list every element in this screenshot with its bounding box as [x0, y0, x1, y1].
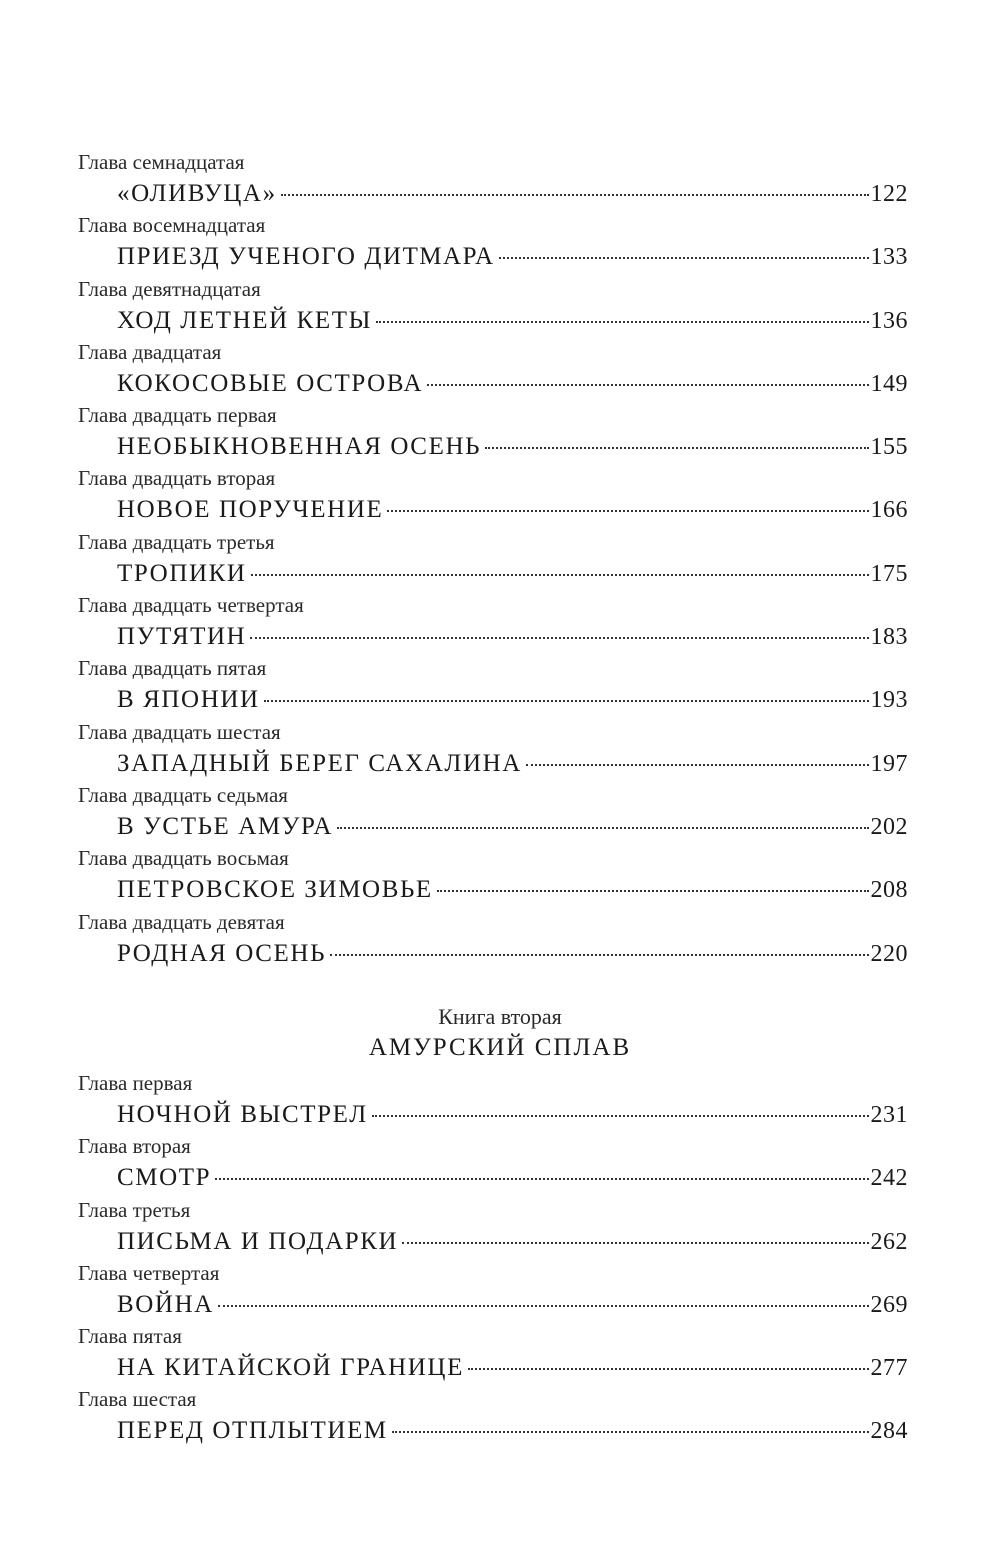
chapter-title: В УСТЬЕ АМУРА [117, 812, 333, 840]
chapter-title: ТРОПИКИ [117, 559, 247, 587]
toc-entry [78, 464, 908, 527]
toc-title-line [78, 239, 908, 274]
dot-leader [402, 1242, 868, 1244]
toc-title-line [78, 619, 908, 654]
toc-entry [78, 401, 908, 464]
dot-leader [437, 890, 869, 892]
chapter-label: Глава вторая [78, 1134, 191, 1159]
page-number: 208 [870, 877, 908, 904]
page-number: 242 [870, 1165, 908, 1192]
toc-entry [78, 591, 908, 654]
page-number: 193 [870, 687, 908, 714]
page-number: 155 [870, 434, 908, 461]
dot-leader [485, 447, 868, 449]
toc-list-part-one [78, 148, 908, 971]
toc-title-line [78, 556, 908, 591]
chapter-title: СМОТР [117, 1164, 212, 1192]
chapter-label: Глава двадцать вторая [78, 466, 276, 491]
dot-leader [387, 510, 868, 512]
dot-leader [337, 827, 869, 829]
toc-entry [78, 844, 908, 907]
chapter-title: ХОД ЛЕТНЕЙ КЕТЫ [117, 306, 373, 334]
chapter-label: Глава семнадцатая [78, 150, 245, 174]
chapter-title: В ЯПОНИИ [117, 686, 260, 714]
toc-title-line [78, 1287, 908, 1322]
page-number: 197 [870, 750, 908, 777]
toc-title-line [78, 936, 908, 971]
toc-title-line [78, 682, 908, 717]
toc-entry [78, 338, 908, 401]
toc-entry [78, 908, 908, 971]
chapter-label: Глава третья [78, 1197, 191, 1222]
chapter-label: Глава двадцать восьмая [78, 846, 289, 871]
toc-entry [78, 1259, 908, 1322]
chapter-title: ПРИЕЗД УЧЕНОГО ДИТМАРА [117, 243, 495, 271]
book-title: АМУРСКИЙ СПЛАВ [368, 1034, 632, 1061]
page-number: 269 [870, 1291, 908, 1318]
toc-entry [78, 528, 908, 591]
dot-leader [218, 1305, 869, 1307]
toc-title-line [78, 366, 908, 401]
toc-entry [78, 1385, 908, 1448]
chapter-title: НОЧНОЙ ВЫСТРЕЛ [117, 1101, 368, 1128]
page-number: 231 [870, 1102, 908, 1128]
page-number: 284 [870, 1418, 908, 1445]
dot-leader [251, 574, 869, 576]
page-number: 220 [870, 940, 908, 967]
toc-entry [78, 148, 908, 211]
toc-title-line [78, 1224, 908, 1259]
toc-entry [78, 275, 908, 338]
page-number: 133 [870, 244, 908, 271]
chapter-label: Глава двадцать первая [78, 403, 277, 428]
chapter-title: ПЕТРОВСКОЕ ЗИМОВЬЕ [117, 876, 433, 904]
dot-leader [372, 1115, 869, 1117]
toc-entry [78, 1322, 908, 1385]
chapter-title: ПУТЯТИН [117, 623, 247, 651]
chapter-title: ПИСЬМА И ПОДАРКИ [117, 1227, 399, 1255]
page-number: 202 [870, 813, 908, 840]
toc-entry [78, 781, 908, 844]
toc-title-line [78, 1413, 908, 1448]
toc-entry [78, 654, 908, 717]
toc-title-line [78, 492, 908, 527]
chapter-label: Глава двадцать девятая [78, 909, 285, 934]
chapter-label: Глава шестая [78, 1387, 197, 1412]
chapter-label: Глава двадцать пятая [78, 656, 267, 681]
toc-entry [78, 211, 908, 274]
dot-leader [376, 321, 868, 323]
chapter-label: Глава двадцать шестая [78, 719, 281, 744]
chapter-title: ЗАПАДНЫЙ БЕРЕГ САХАЛИНА [117, 749, 522, 777]
page-number: 277 [870, 1355, 908, 1382]
toc-title-line [78, 809, 908, 844]
dot-leader [250, 637, 868, 639]
page-number: 122 [870, 181, 908, 207]
toc-entry [78, 1132, 908, 1195]
toc-title-line [78, 303, 908, 338]
toc-title-line [78, 176, 908, 211]
chapter-title: РОДНАЯ ОСЕНЬ [117, 939, 327, 967]
toc-title-line [78, 746, 908, 781]
toc-title-line [78, 429, 908, 464]
chapter-label: Глава четвертая [78, 1260, 220, 1285]
dot-leader [427, 384, 868, 386]
dot-leader [215, 1178, 868, 1180]
dot-leader [330, 954, 868, 956]
toc-entry [78, 718, 908, 781]
chapter-title: «ОЛИВУЦА» [117, 180, 277, 207]
chapter-label: Глава двадцать третья [78, 529, 275, 554]
chapter-title: НОВОЕ ПОРУЧЕНИЕ [117, 496, 384, 524]
toc-title-line [78, 1160, 908, 1195]
chapter-label: Глава первая [78, 1071, 193, 1095]
chapter-label: Глава двадцатая [78, 339, 222, 364]
chapter-title: ПЕРЕД ОТПЛЫТИЕМ [117, 1417, 388, 1445]
toc-title-line [78, 872, 908, 907]
page-number: 175 [870, 560, 908, 587]
dot-leader [468, 1368, 869, 1370]
dot-leader [499, 257, 869, 259]
dot-leader [392, 1431, 869, 1433]
page-number: 262 [870, 1228, 908, 1255]
chapter-label: Глава двадцать четвертая [78, 593, 304, 618]
toc-list-book-two [78, 1069, 908, 1449]
page-number: 166 [870, 497, 908, 524]
book-two-heading [0, 1003, 1000, 1065]
chapter-label: Глава восемнадцатая [78, 213, 266, 238]
chapter-title: КОКОСОВЫЕ ОСТРОВА [117, 369, 424, 397]
chapter-title: ВОЙНА [117, 1290, 214, 1318]
chapter-title: НА КИТАЙСКОЙ ГРАНИЦЕ [117, 1354, 464, 1382]
toc-entry [78, 1069, 908, 1132]
dot-leader [264, 700, 869, 702]
chapter-label: Глава девятнадцатая [78, 276, 261, 301]
page-number: 183 [870, 624, 908, 651]
toc-title-line [78, 1350, 908, 1385]
chapter-label: Глава пятая [78, 1324, 182, 1349]
chapter-title: НЕОБЫКНОВЕННАЯ ОСЕНЬ [117, 433, 482, 461]
page-number: 136 [870, 307, 908, 334]
chapter-label: Глава двадцать седьмая [78, 782, 288, 807]
toc-title-line [78, 1097, 908, 1132]
book-label: Книга вторая [438, 1004, 562, 1029]
page-number: 149 [870, 370, 908, 397]
dot-leader [526, 764, 869, 766]
toc-entry [78, 1196, 908, 1259]
dot-leader [281, 194, 869, 196]
